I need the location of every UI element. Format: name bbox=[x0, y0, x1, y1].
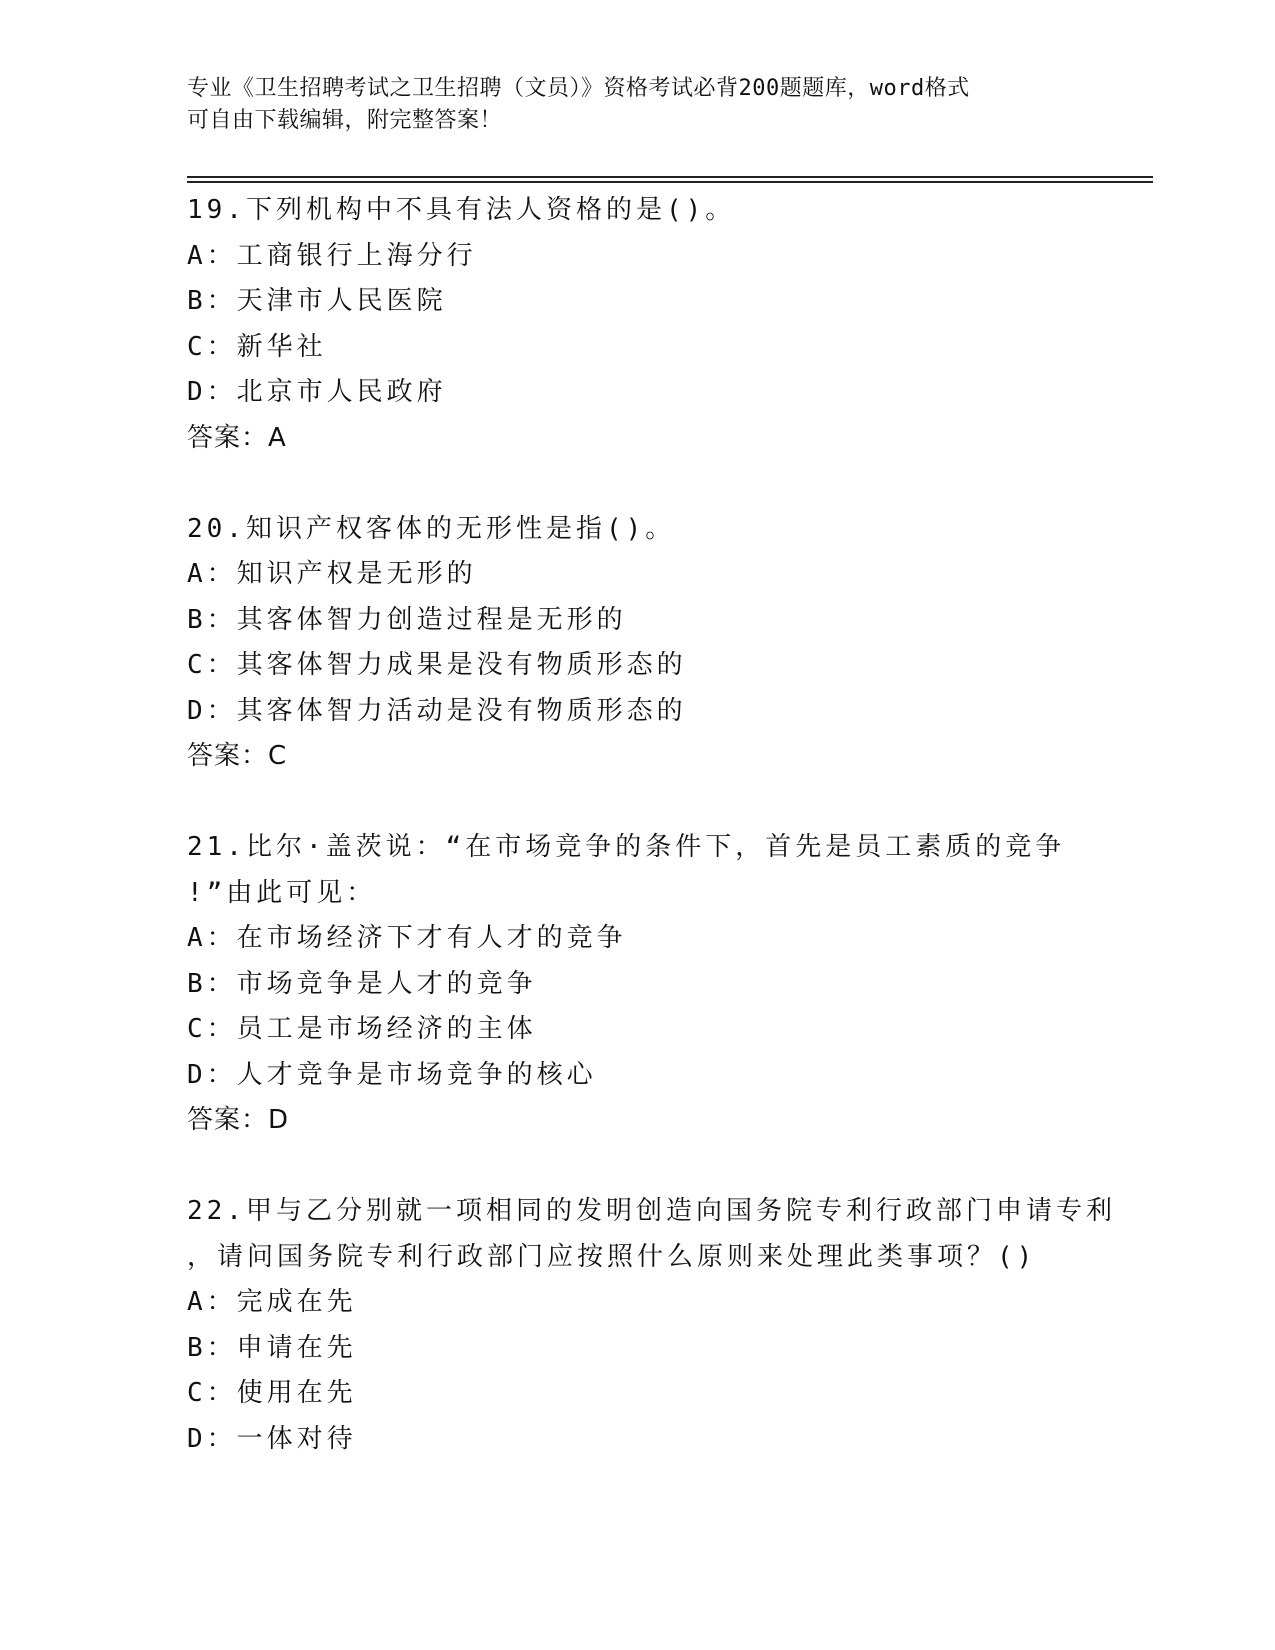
question-block bbox=[187, 825, 1087, 1143]
header-line-2: 可自由下载编辑，附完整答案！ bbox=[187, 108, 503, 133]
question-option: A：工商银行上海分行 bbox=[187, 240, 477, 271]
question-stem: 20.知识产权客体的无形性是指()。 bbox=[187, 513, 676, 544]
question-stem: 19.下列机构中不具有法人资格的是()。 bbox=[187, 195, 736, 225]
question-option: A：完成在先 bbox=[187, 1287, 357, 1317]
question-option: C：使用在先 bbox=[187, 1378, 357, 1408]
question-option: C：员工是市场经济的主体 bbox=[187, 1014, 537, 1044]
header-divider-bottom bbox=[187, 181, 1153, 183]
answer-line: 答案：D bbox=[187, 1105, 290, 1135]
question-option: B：申请在先 bbox=[187, 1332, 357, 1363]
question-stem: 22.甲与乙分别就一项相同的发明创造向国务院专利行政部门申请专利 bbox=[187, 1196, 1116, 1226]
question-stem: 21.比尔·盖茨说：“在市场竞争的条件下，首先是员工素质的竞争 bbox=[187, 832, 1066, 862]
question-option: C：其客体智力成果是没有物质形态的 bbox=[187, 650, 687, 680]
question-option: A：知识产权是无形的 bbox=[187, 559, 477, 589]
question-list bbox=[187, 188, 1116, 1508]
question-stem: !”由此可见： bbox=[187, 877, 377, 908]
question-option: D：一体对待 bbox=[187, 1423, 357, 1454]
question-block bbox=[187, 188, 1087, 461]
question-option: B：天津市人民医院 bbox=[187, 286, 447, 316]
question-option: B：其客体智力创造过程是无形的 bbox=[187, 604, 627, 635]
document-header bbox=[187, 73, 1087, 137]
answer-line: 答案：C bbox=[187, 741, 288, 771]
header-line-1: 专业《卫生招聘考试之卫生招聘（文员）》资格考试必背200题题库，word格式 bbox=[187, 76, 970, 101]
question-option: A：在市场经济下才有人才的竞争 bbox=[187, 923, 627, 953]
question-option: D：其客体智力活动是没有物质形态的 bbox=[187, 695, 687, 726]
question-block bbox=[187, 1189, 1116, 1462]
header-divider-top bbox=[187, 176, 1153, 178]
question-block bbox=[187, 507, 1087, 780]
question-stem: ，请问国务院专利行政部门应按照什么原则来处理此类事项？() bbox=[187, 1241, 1037, 1272]
question-option: D：北京市人民政府 bbox=[187, 377, 447, 407]
answer-line: 答案：A bbox=[187, 422, 287, 453]
question-option: D：人才竞争是市场竞争的核心 bbox=[187, 1059, 597, 1090]
question-option: B：市场竞争是人才的竞争 bbox=[187, 968, 537, 999]
question-option: C：新华社 bbox=[187, 331, 327, 362]
